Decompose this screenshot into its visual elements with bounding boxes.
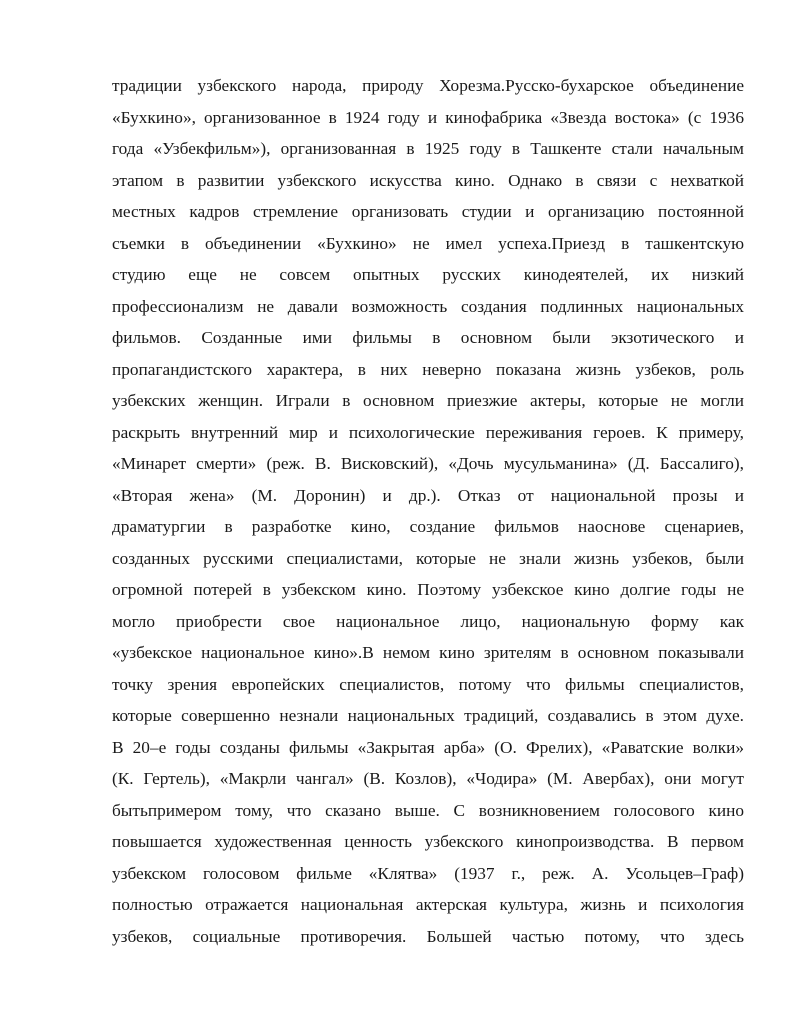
text-line: полностью отражается национальная актерская культура, жизнь и психология: [112, 895, 744, 914]
text-line: узбекском голосовом фильме «Клятва» (1937 г., реж. А. Усольцев–Граф): [112, 863, 744, 883]
text-line: огромной потерей в узбекском кино. Поэтому узбекское кино долгие годы не: [112, 580, 744, 599]
text-line: года «Узбекфильм»), организованная в 1925 году в Ташкенте стали начальным: [112, 139, 744, 158]
text-line: съемки в объединении «Бухкино» не имел успеха.Приезд в ташкентскую: [112, 233, 744, 253]
body-text: [112, 70, 744, 952]
text-line: В 20–е годы созданы фильмы «Закрытая арба» (О. Фрелих), «Раватские волки»: [112, 737, 744, 757]
text-line: повышается художественная ценность узбекского кинопроизводства. В первом: [112, 832, 744, 851]
text-line: раскрыть внутренний мир и психологические переживания героев. К примеру,: [112, 422, 744, 442]
text-line: местных кадров стремление организовать студии и организацию постоянной: [112, 202, 744, 221]
text-line: которые совершенно незнали национальных традиций, создавались в этом духе.: [112, 706, 744, 725]
text-line: традиции узбекского народа, природу Хорезма.Русско-бухарское объединение: [112, 76, 744, 95]
text-line: узбеков, социальные противоречия. Большей частью потому, что здесь: [112, 926, 744, 946]
text-line: студию еще не совсем опытных русских кинодеятелей, их низкий: [112, 265, 744, 284]
text-line: «Вторая жена» (М. Доронин) и др.). Отказ от национальной прозы и: [112, 485, 744, 505]
text-line: узбекских женщин. Играли в основном приезжие актеры, которые не могли: [112, 391, 744, 410]
text-line: бытьпримером тому, что сказано выше. С возникновением голосового кино: [112, 800, 744, 820]
text-line: этапом в развитии узбекского искусства кино. Однако в связи с нехваткой: [112, 170, 744, 190]
text-line: точку зрения европейских специалистов, потому что фильмы специалистов,: [112, 674, 744, 694]
text-line: «узбекское национальное кино».В немом кино зрителям в основном показывали: [112, 643, 744, 662]
text-line: пропагандистского характера, в них неверно показана жизнь узбеков, роль: [112, 359, 744, 379]
text-line: «Бухкино», организованное в 1924 году и кинофабрика «Звезда востока» (с 1936: [112, 107, 744, 127]
text-line: профессионализм не давали возможность создания подлинных национальных: [112, 296, 744, 316]
text-line: (К. Гертель), «Макрли чангал» (В. Козлов), «Чодира» (М. Авербах), они могут: [112, 769, 744, 788]
text-line: созданных русскими специалистами, которые не знали жизнь узбеков, были: [112, 548, 744, 568]
text-line: драматургии в разработке кино, создание фильмов наоснове сценариев,: [112, 517, 744, 536]
text-line: фильмов. Созданные ими фильмы в основном были экзотического и: [112, 328, 744, 347]
text-line: «Минарет смерти» (реж. В. Висковский), «Дочь мусульманина» (Д. Бассалиго),: [112, 454, 744, 473]
text-line: могло приобрести свое национальное лицо, национальную форму как: [112, 611, 744, 631]
